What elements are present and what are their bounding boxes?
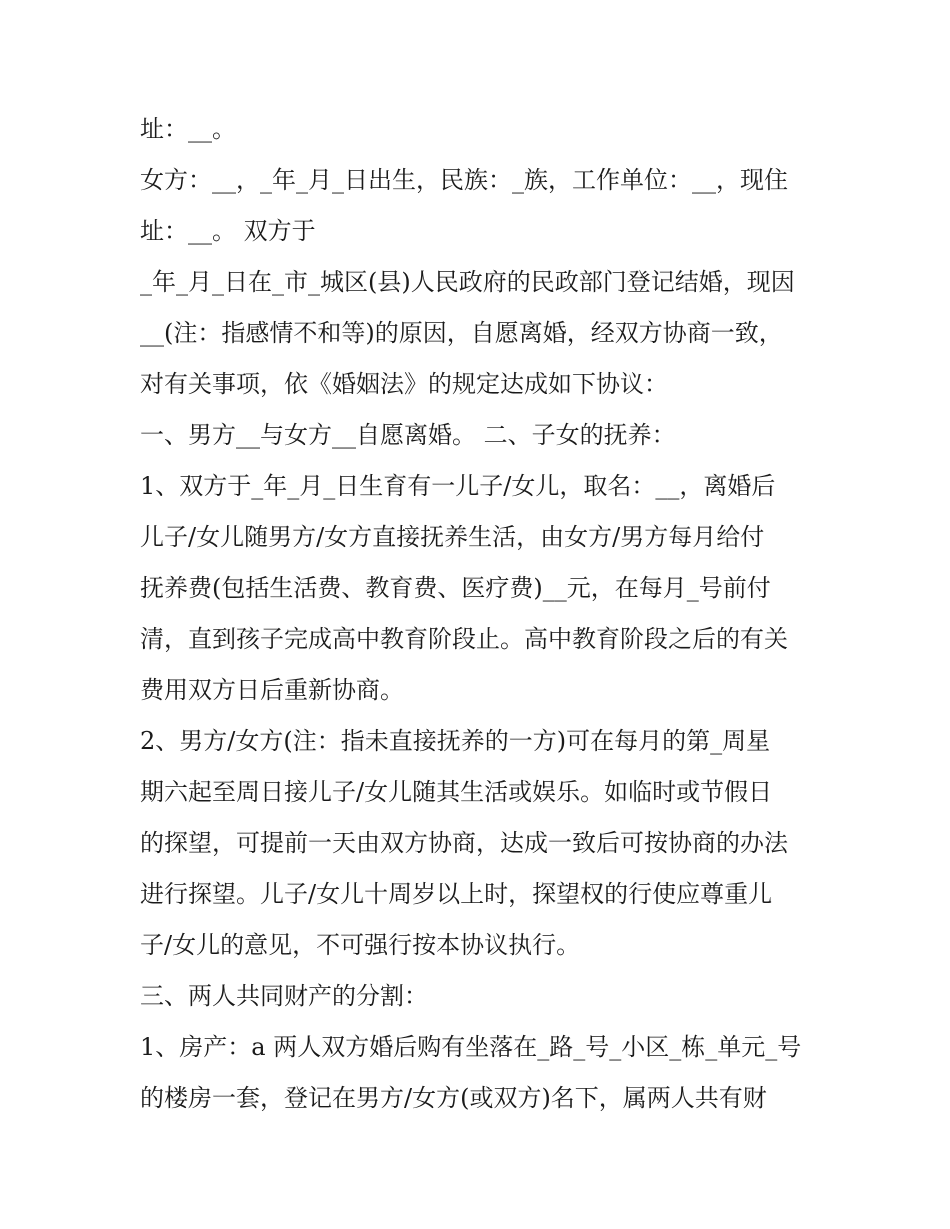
text-line: 儿子/女儿随男方/女方直接抚养生活，由女方/男方每月给付 (140, 523, 765, 551)
text-line: 址：__。 (140, 115, 236, 143)
text-line: 2、男方/女方(注：指未直接抚养的一方)可在每月的第_周星 (140, 727, 771, 755)
text-line: 一、男方__与女方__自愿离婚。 二、子女的抚养： (140, 421, 676, 449)
text-line: 子/女儿的意见，不可强行按本协议执行。 (140, 931, 581, 959)
text-line: 期六起至周日接儿子/女儿随其生活或娱乐。如临时或节假日 (140, 778, 773, 806)
text-line: 三、两人共同财产的分割： (140, 982, 428, 1010)
text-line: 的探望，可提前一天由双方协商，达成一致后可按协商的办法 (140, 829, 788, 857)
text-line: 清，直到孩子完成高中教育阶段止。高中教育阶段之后的有关 (140, 625, 788, 653)
text-line: 1、双方于_年_月_日生育有一儿子/女儿，取名：__，离婚后 (140, 472, 776, 500)
agreement-text (140, 104, 830, 1124)
text-line: 1、房产：a 两人双方婚后购有坐落在_路_号_小区_栋_单元_号 (140, 1033, 802, 1061)
text-line: 对有关事项，依《婚姻法》的规定达成如下协议： (140, 370, 668, 398)
text-line: 址：__。 双方于 (140, 217, 316, 245)
text-line: 的楼房一套，登记在男方/女方(或双方)名下，属两人共有财 (140, 1084, 767, 1112)
text-line: 进行探望。儿子/女儿十周岁以上时，探望权的行使应尊重儿 (140, 880, 773, 908)
text-line: 女方：__，_年_月_日出生，民族：_族，工作单位：__，现住 (140, 166, 788, 194)
text-line: 抚养费(包括生活费、教育费、医疗费)__元，在每月_号前付 (140, 574, 771, 602)
text-line: _年_月_日在_市_城区(县)人民政府的民政部门登记结婚，现因 (140, 268, 795, 296)
text-line: __(注：指感情不和等)的原因，自愿离婚，经双方协商一致， (140, 319, 783, 347)
text-line: 费用双方日后重新协商。 (140, 676, 404, 704)
